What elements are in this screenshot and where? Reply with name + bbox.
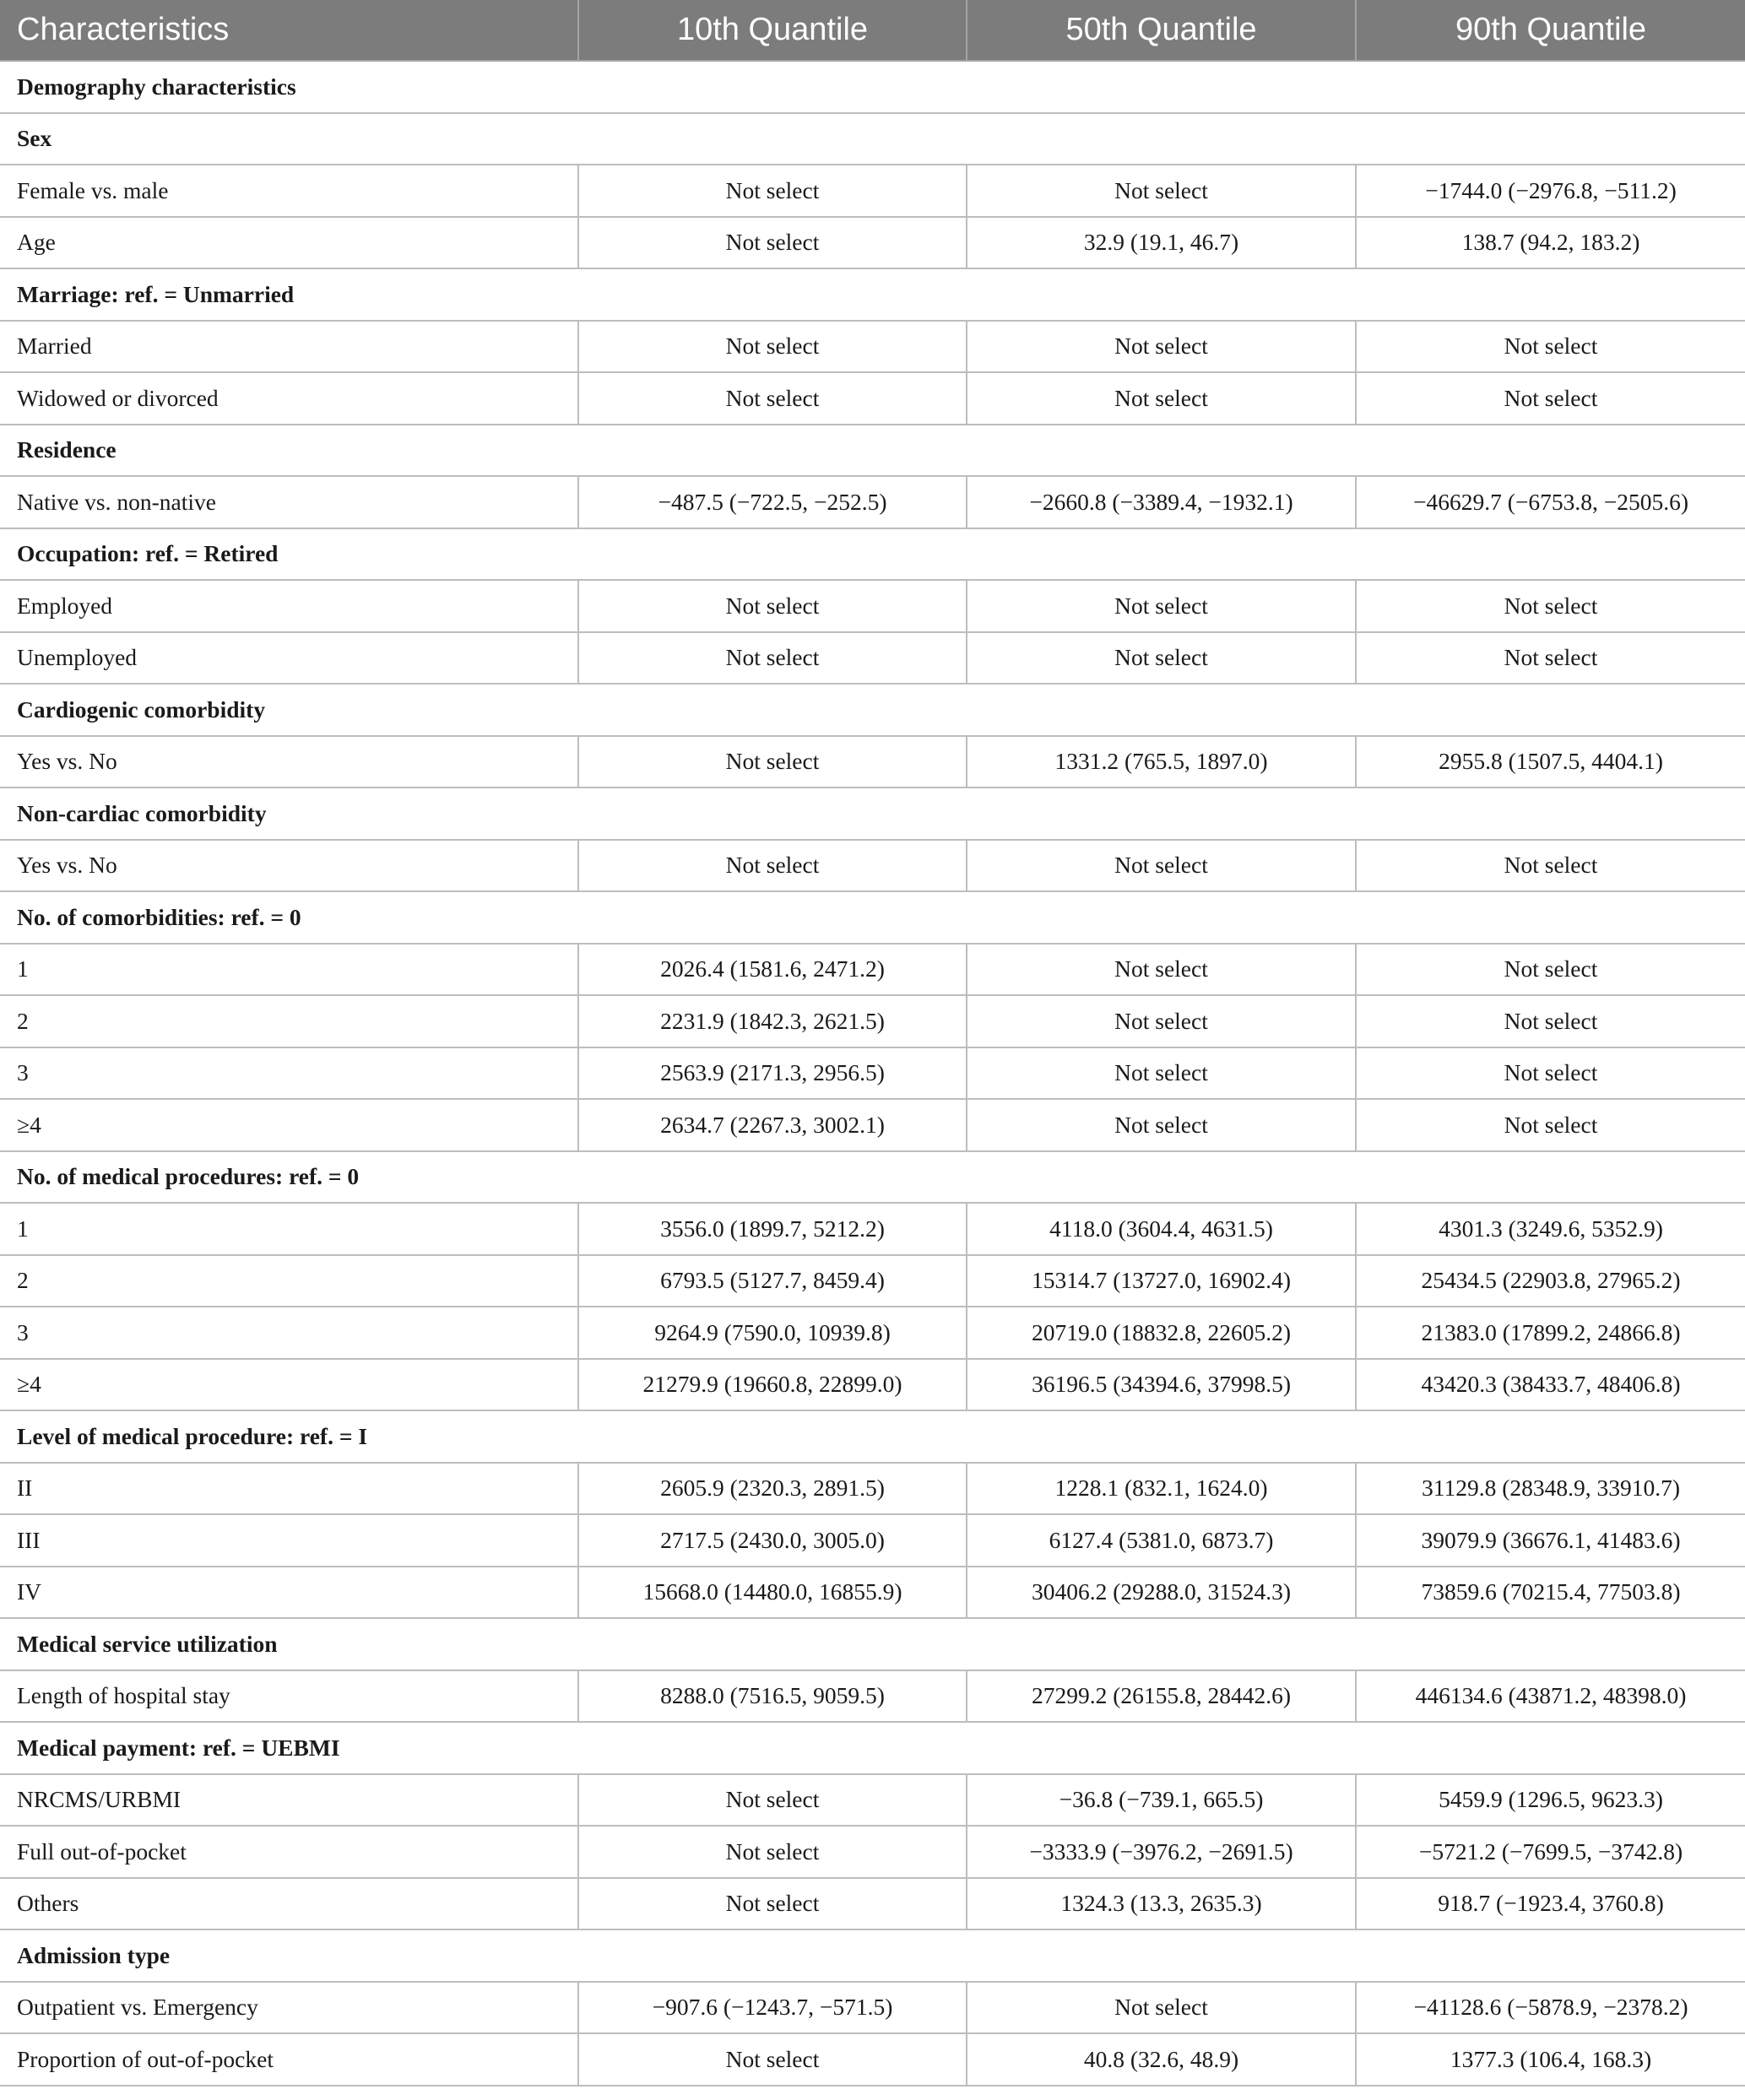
row-label: II xyxy=(0,1463,578,1515)
cell-10th-quantile: 2026.4 (1581.6, 2471.2) xyxy=(578,944,967,996)
section-label: No. of medical procedures: ref. = 0 xyxy=(0,1151,1745,1204)
row-label: ≥4 xyxy=(0,1099,578,1151)
cell-90th-quantile: Not select xyxy=(1356,321,1745,373)
cell-90th-quantile: −5721.2 (−7699.5, −3742.8) xyxy=(1356,1826,1745,1878)
row-label: Age xyxy=(0,217,578,269)
table-row xyxy=(0,1255,1745,1307)
cell-50th-quantile: 6127.4 (5381.0, 6873.7) xyxy=(967,1514,1356,1567)
cell-90th-quantile: −41128.6 (−5878.9, −2378.2) xyxy=(1356,1982,1745,2034)
cell-10th-quantile: 9264.9 (7590.0, 10939.8) xyxy=(578,1307,967,1359)
table-row xyxy=(0,736,1745,788)
cell-50th-quantile: Not select xyxy=(967,944,1356,996)
table-row xyxy=(0,1826,1745,1878)
table-row xyxy=(0,1463,1745,1515)
cell-90th-quantile: 4301.3 (3249.6, 5352.9) xyxy=(1356,1203,1745,1255)
table-row xyxy=(0,2033,1745,2086)
cell-50th-quantile: 27299.2 (26155.8, 28442.6) xyxy=(967,1670,1356,1723)
section-header-row xyxy=(0,891,1745,944)
section-header-row xyxy=(0,1151,1745,1204)
row-label: 3 xyxy=(0,1307,578,1359)
cell-50th-quantile: Not select xyxy=(967,321,1356,373)
cell-90th-quantile: Not select xyxy=(1356,632,1745,685)
header-10th-quantile: 10th Quantile xyxy=(578,0,967,61)
section-header-row xyxy=(0,788,1745,840)
cell-50th-quantile: Not select xyxy=(967,165,1356,217)
cell-50th-quantile: 1228.1 (832.1, 1624.0) xyxy=(967,1463,1356,1515)
section-label: Sex xyxy=(0,113,1745,165)
table-row xyxy=(0,1307,1745,1359)
cell-50th-quantile: Not select xyxy=(967,1982,1356,2034)
table-row xyxy=(0,165,1745,217)
row-label: Married xyxy=(0,321,578,373)
row-label: Employed xyxy=(0,580,578,632)
section-label: Demography characteristics xyxy=(0,61,1745,113)
header-90th-quantile: 90th Quantile xyxy=(1356,0,1745,61)
row-label: Yes vs. No xyxy=(0,840,578,892)
row-label: III xyxy=(0,1514,578,1567)
cell-10th-quantile: 2717.5 (2430.0, 3005.0) xyxy=(578,1514,967,1567)
cell-50th-quantile: 36196.5 (34394.6, 37998.5) xyxy=(967,1359,1356,1411)
cell-10th-quantile: Not select xyxy=(578,372,967,425)
table-row xyxy=(0,995,1745,1047)
row-label: 1 xyxy=(0,944,578,996)
section-label: No. of comorbidities: ref. = 0 xyxy=(0,891,1745,944)
cell-50th-quantile: 30406.2 (29288.0, 31524.3) xyxy=(967,1567,1356,1619)
cell-10th-quantile: Not select xyxy=(578,736,967,788)
section-label: Admission type xyxy=(0,1930,1745,1982)
header-row xyxy=(0,0,1745,61)
cell-10th-quantile: 15668.0 (14480.0, 16855.9) xyxy=(578,1567,967,1619)
cell-90th-quantile: 73859.6 (70215.4, 77503.8) xyxy=(1356,1567,1745,1619)
cell-90th-quantile: Not select xyxy=(1356,995,1745,1047)
section-header-row xyxy=(0,1410,1745,1463)
cell-50th-quantile: Not select xyxy=(967,1099,1356,1151)
cell-90th-quantile: 2955.8 (1507.5, 4404.1) xyxy=(1356,736,1745,788)
table-row xyxy=(0,1774,1745,1827)
cell-10th-quantile: Not select xyxy=(578,1826,967,1878)
cell-10th-quantile: Not select xyxy=(578,580,967,632)
cell-90th-quantile: Not select xyxy=(1356,840,1745,892)
cell-50th-quantile: Not select xyxy=(967,632,1356,685)
row-label: Length of hospital stay xyxy=(0,1670,578,1723)
cell-10th-quantile: Not select xyxy=(578,217,967,269)
cell-90th-quantile: −46629.7 (−6753.8, −2505.6) xyxy=(1356,476,1745,528)
section-label: Non-cardiac comorbidity xyxy=(0,788,1745,840)
cell-50th-quantile: 32.9 (19.1, 46.7) xyxy=(967,217,1356,269)
cell-90th-quantile: −1744.0 (−2976.8, −511.2) xyxy=(1356,165,1745,217)
cell-10th-quantile: Not select xyxy=(578,1774,967,1827)
cell-10th-quantile: 2563.9 (2171.3, 2956.5) xyxy=(578,1047,967,1100)
cell-50th-quantile: 4118.0 (3604.4, 4631.5) xyxy=(967,1203,1356,1255)
section-header-row xyxy=(0,113,1745,165)
cell-50th-quantile: Not select xyxy=(967,840,1356,892)
table-row xyxy=(0,321,1745,373)
row-label: IV xyxy=(0,1567,578,1619)
row-label: 1 xyxy=(0,1203,578,1255)
cell-90th-quantile: 25434.5 (22903.8, 27965.2) xyxy=(1356,1255,1745,1307)
row-label: Native vs. non-native xyxy=(0,476,578,528)
cell-50th-quantile: −36.8 (−739.1, 665.5) xyxy=(967,1774,1356,1827)
section-header-row xyxy=(0,61,1745,113)
cell-10th-quantile: 2231.9 (1842.3, 2621.5) xyxy=(578,995,967,1047)
cell-90th-quantile: Not select xyxy=(1356,372,1745,425)
row-label: Female vs. male xyxy=(0,165,578,217)
cell-90th-quantile: Not select xyxy=(1356,944,1745,996)
cell-10th-quantile: 2605.9 (2320.3, 2891.5) xyxy=(578,1463,967,1515)
cell-50th-quantile: 40.8 (32.6, 48.9) xyxy=(967,2033,1356,2086)
cell-10th-quantile: 8288.0 (7516.5, 9059.5) xyxy=(578,1670,967,1723)
table-row xyxy=(0,217,1745,269)
cell-50th-quantile: −3333.9 (−3976.2, −2691.5) xyxy=(967,1826,1356,1878)
row-label: ≥4 xyxy=(0,1359,578,1411)
cell-90th-quantile: 1377.3 (106.4, 168.3) xyxy=(1356,2033,1745,2086)
cell-50th-quantile: 1324.3 (13.3, 2635.3) xyxy=(967,1878,1356,1930)
section-header-row xyxy=(0,1930,1745,1982)
table-row xyxy=(0,840,1745,892)
header-characteristics: Characteristics xyxy=(0,0,578,61)
section-header-row xyxy=(0,528,1745,581)
row-label: 2 xyxy=(0,995,578,1047)
row-label: Yes vs. No xyxy=(0,736,578,788)
cell-90th-quantile: Not select xyxy=(1356,1099,1745,1151)
cell-10th-quantile: Not select xyxy=(578,2033,967,2086)
table-body xyxy=(0,61,1745,2086)
cell-90th-quantile: 138.7 (94.2, 183.2) xyxy=(1356,217,1745,269)
table-row xyxy=(0,1203,1745,1255)
cell-50th-quantile: 1331.2 (765.5, 1897.0) xyxy=(967,736,1356,788)
section-label: Residence xyxy=(0,425,1745,477)
cell-10th-quantile: 21279.9 (19660.8, 22899.0) xyxy=(578,1359,967,1411)
cell-50th-quantile: 15314.7 (13727.0, 16902.4) xyxy=(967,1255,1356,1307)
table-row xyxy=(0,1514,1745,1567)
table-row xyxy=(0,1567,1745,1619)
cell-90th-quantile: 5459.9 (1296.5, 9623.3) xyxy=(1356,1774,1745,1827)
cell-10th-quantile: Not select xyxy=(578,840,967,892)
cell-10th-quantile: −907.6 (−1243.7, −571.5) xyxy=(578,1982,967,2034)
cell-10th-quantile: Not select xyxy=(578,1878,967,1930)
table-row xyxy=(0,1670,1745,1723)
section-label: Level of medical procedure: ref. = I xyxy=(0,1410,1745,1463)
table-row xyxy=(0,372,1745,425)
cell-50th-quantile: 20719.0 (18832.8, 22605.2) xyxy=(967,1307,1356,1359)
section-label: Medical payment: ref. = UEBMI xyxy=(0,1722,1745,1774)
cell-10th-quantile: Not select xyxy=(578,632,967,685)
cell-50th-quantile: Not select xyxy=(967,372,1356,425)
cell-10th-quantile: 6793.5 (5127.7, 8459.4) xyxy=(578,1255,967,1307)
cell-90th-quantile: 918.7 (−1923.4, 3760.8) xyxy=(1356,1878,1745,1930)
row-label: 3 xyxy=(0,1047,578,1100)
cell-90th-quantile: 446134.6 (43871.2, 48398.0) xyxy=(1356,1670,1745,1723)
row-label: 2 xyxy=(0,1255,578,1307)
section-header-row xyxy=(0,268,1745,321)
cell-90th-quantile: Not select xyxy=(1356,1047,1745,1100)
cell-90th-quantile: 21383.0 (17899.2, 24866.8) xyxy=(1356,1307,1745,1359)
cell-90th-quantile: 31129.8 (28348.9, 33910.7) xyxy=(1356,1463,1745,1515)
section-header-row xyxy=(0,1722,1745,1774)
cell-50th-quantile: Not select xyxy=(967,1047,1356,1100)
cell-50th-quantile: Not select xyxy=(967,580,1356,632)
section-header-row xyxy=(0,425,1745,477)
table-header xyxy=(0,0,1745,61)
table-row xyxy=(0,1047,1745,1100)
cell-10th-quantile: 3556.0 (1899.7, 5212.2) xyxy=(578,1203,967,1255)
row-label: Unemployed xyxy=(0,632,578,685)
table-row xyxy=(0,944,1745,996)
cell-50th-quantile: Not select xyxy=(967,995,1356,1047)
cell-10th-quantile: −487.5 (−722.5, −252.5) xyxy=(578,476,967,528)
row-label: Full out-of-pocket xyxy=(0,1826,578,1878)
header-50th-quantile: 50th Quantile xyxy=(967,0,1356,61)
table-row xyxy=(0,632,1745,685)
row-label: Outpatient vs. Emergency xyxy=(0,1982,578,2034)
table-row xyxy=(0,476,1745,528)
table-row xyxy=(0,580,1745,632)
row-label: Proportion of out-of-pocket xyxy=(0,2033,578,2086)
table-row xyxy=(0,1099,1745,1151)
section-label: Medical service utilization xyxy=(0,1618,1745,1670)
row-label: Others xyxy=(0,1878,578,1930)
row-label: Widowed or divorced xyxy=(0,372,578,425)
cell-90th-quantile: Not select xyxy=(1356,580,1745,632)
section-header-row xyxy=(0,684,1745,736)
section-label: Marriage: ref. = Unmarried xyxy=(0,268,1745,321)
cell-10th-quantile: Not select xyxy=(578,165,967,217)
table-row xyxy=(0,1982,1745,2034)
row-label: NRCMS/URBMI xyxy=(0,1774,578,1827)
table-row xyxy=(0,1359,1745,1411)
section-header-row xyxy=(0,1618,1745,1670)
cell-90th-quantile: 39079.9 (36676.1, 41483.6) xyxy=(1356,1514,1745,1567)
table-row xyxy=(0,1878,1745,1930)
section-label: Occupation: ref. = Retired xyxy=(0,528,1745,581)
cell-50th-quantile: −2660.8 (−3389.4, −1932.1) xyxy=(967,476,1356,528)
cell-90th-quantile: 43420.3 (38433.7, 48406.8) xyxy=(1356,1359,1745,1411)
cell-10th-quantile: 2634.7 (2267.3, 3002.1) xyxy=(578,1099,967,1151)
cell-10th-quantile: Not select xyxy=(578,321,967,373)
section-label: Cardiogenic comorbidity xyxy=(0,684,1745,736)
